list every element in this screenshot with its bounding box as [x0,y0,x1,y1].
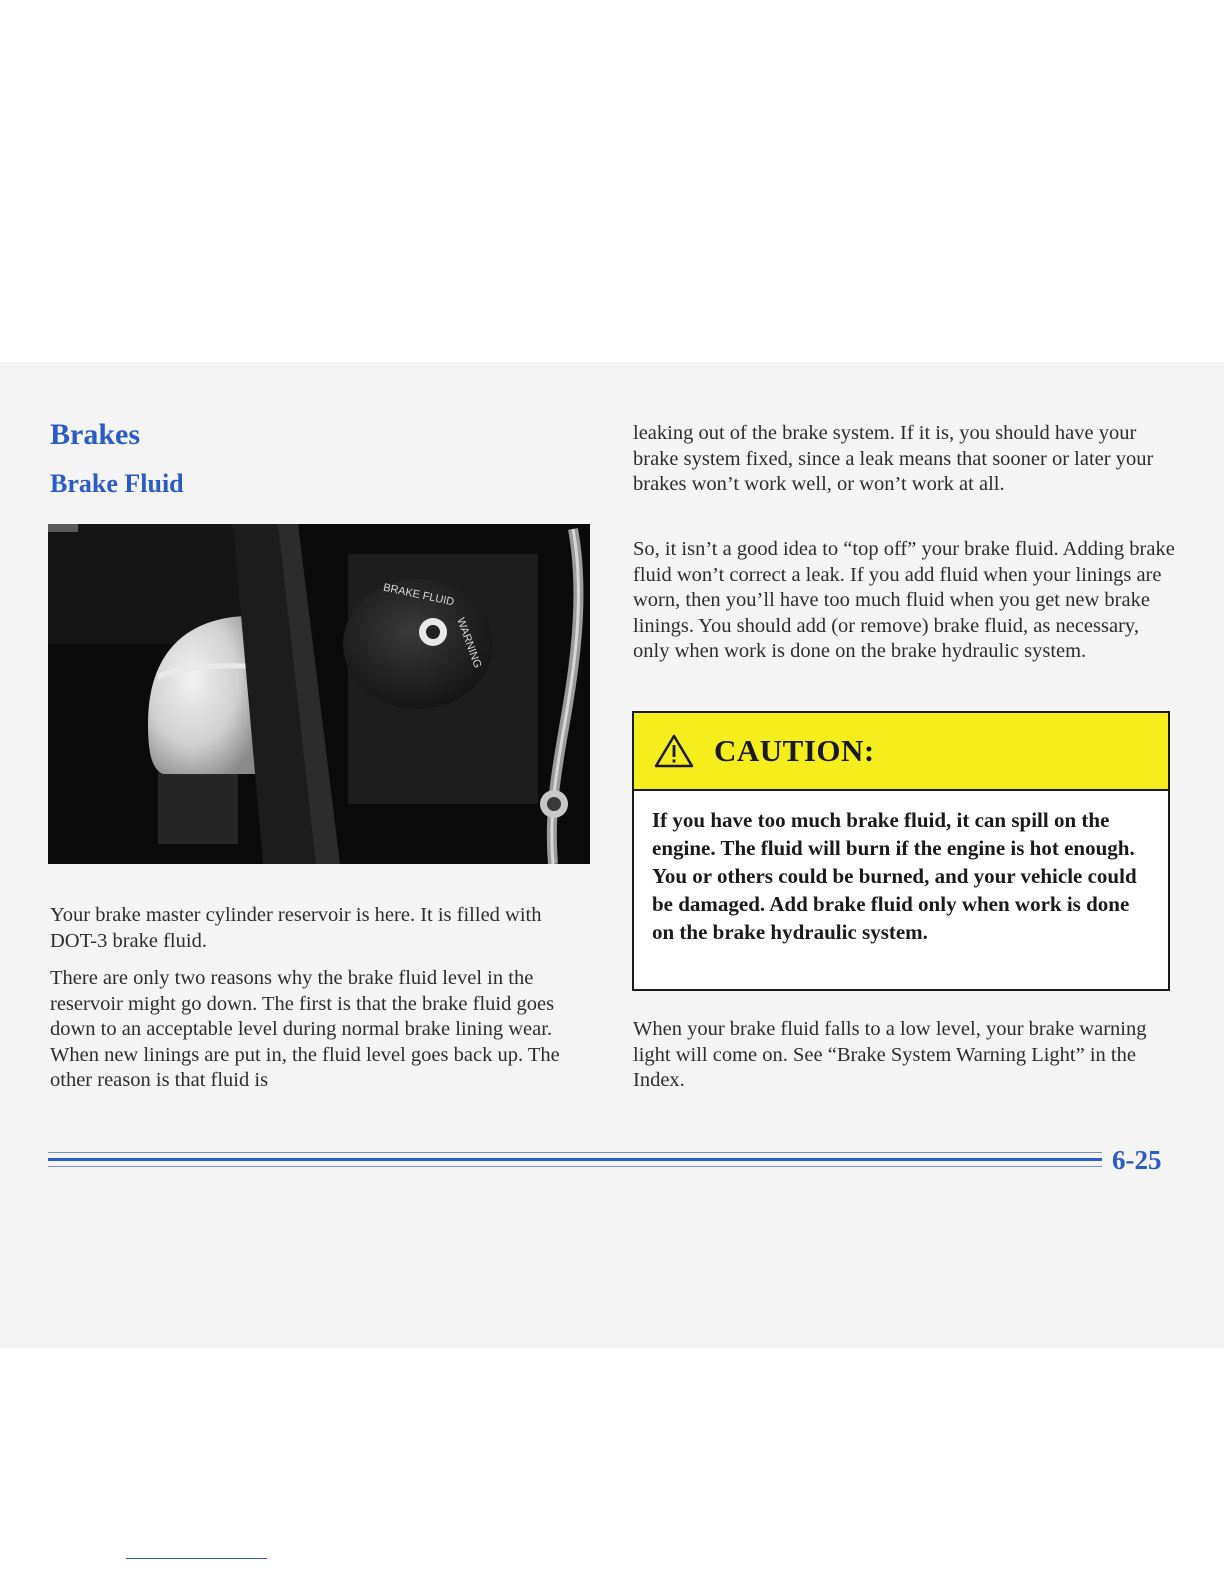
caution-box [632,711,1170,991]
right-paragraph-2: So, it isn’t a good idea to “top off” your brake fluid. Adding brake fluid won’t correct a leak. If you add fluid when your linings are worn, then you’ll have too much fluid when you get new brake linings. You should add (or remove) brake fluid, as necessary, only when work is done on the brake hydraulic system. [633,538,1175,663]
right-paragraph-3: When your brake fluid falls to a low level, your brake warning light will come on. See “Brake System Warning Light” in the Index. [633,1018,1147,1092]
footer-rule [48,1158,1102,1161]
caution-header [634,713,1168,791]
caution-body: If you have too much brake fluid, it can spill on the engine. The fluid will burn if the engine is hot enough. You or others could be burned, and your vehicle could be damaged. Add brake fluid only when work is done on the brake hydraulic system. [652,808,1137,944]
brake-reservoir-photo [48,524,590,864]
left-paragraph-1: Your brake master cylinder reservoir is here. It is filled with DOT-3 brake fluid. [50,904,542,952]
subsection-title: Brake Fluid [50,469,184,498]
footer-rule-bottom [48,1166,1102,1167]
left-paragraph-2: There are only two reasons why the brake fluid level in the reservoir might go down. The first is that the brake fluid goes down to an acceptable level during normal brake lining wear. When new linings are put in, the fluid level goes back up. The other reason is that fluid is [50,967,560,1092]
caution-title: CAUTION: [714,733,875,768]
bottom-underline [126,1558,267,1559]
section-title: Brakes [50,418,140,451]
svg-text:WARNING: WARNING [454,616,484,670]
svg-text:BRAKE FLUID: BRAKE FLUID [382,581,456,609]
warning-triangle-icon [654,733,694,769]
footer-rule-top [48,1152,1102,1153]
right-paragraph-1: leaking out of the brake system. If it is, you should have your brake system fixed, since a leak means that sooner or later your brakes won’t work well, or won’t work at all. [633,422,1154,496]
page-number: 6-25 [1112,1145,1162,1175]
